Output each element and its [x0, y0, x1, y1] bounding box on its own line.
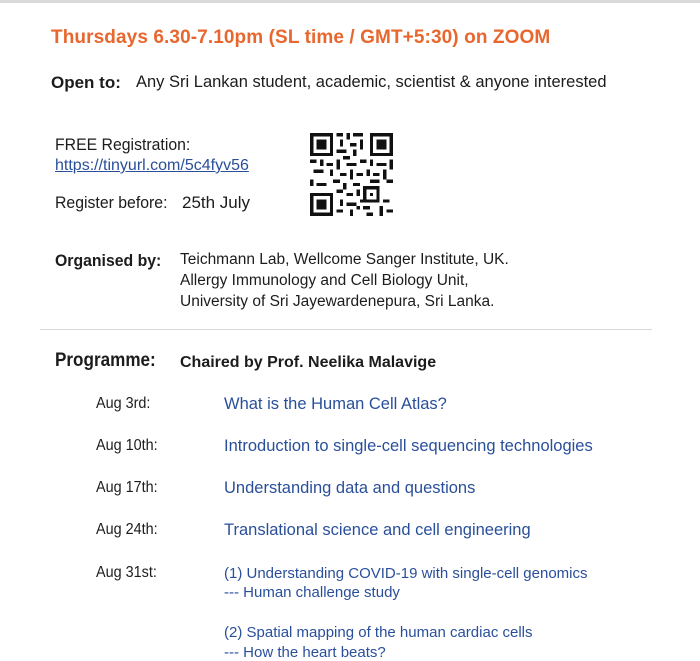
- session-title: Understanding data and questions: [224, 479, 476, 497]
- session-date: Aug 3rd:: [96, 395, 151, 412]
- organiser-line: Teichmann Lab, Wellcome Sanger Institute, UK.: [180, 251, 509, 268]
- section-divider: [40, 329, 652, 330]
- cut-off-header: [0, 0, 700, 8]
- session-date: Aug 24th:: [96, 521, 158, 538]
- session-subtitle: --- Human challenge study: [224, 584, 400, 601]
- organised-by-label: Organised by:: [55, 251, 162, 270]
- session-date: Aug 17th:: [96, 479, 158, 496]
- programme-label: Programme:: [55, 350, 156, 371]
- schedule-text: Thursdays 6.30-7.10pm (SL time / GMT+5:30) on ZOOM: [51, 27, 551, 48]
- session-title: (2) Spatial mapping of the human cardiac cells: [224, 624, 533, 641]
- organiser-line: Allergy Immunology and Cell Biology Unit,: [180, 272, 469, 289]
- session-title: (1) Understanding COVID-19 with single-cell genomics: [224, 565, 588, 582]
- register-before-value: 25th July: [182, 193, 251, 212]
- qr-code-icon[interactable]: [310, 133, 393, 216]
- register-before-label: Register before:: [55, 193, 168, 212]
- session-title: What is the Human Cell Atlas?: [224, 395, 447, 413]
- open-to-value: Any Sri Lankan student, academic, scientist & anyone interested: [136, 73, 607, 91]
- session-date: Aug 31st:: [96, 564, 157, 581]
- session-title: Translational science and cell engineering: [224, 521, 531, 539]
- session-subtitle: --- How the heart beats?: [224, 644, 386, 661]
- session-title: Introduction to single-cell sequencing technologies: [224, 437, 593, 455]
- registration-link[interactable]: https://tinyurl.com/5c4fyv56: [55, 157, 249, 174]
- session-date: Aug 10th:: [96, 437, 158, 454]
- organiser-line: University of Sri Jayewardenepura, Sri Lanka.: [180, 293, 495, 310]
- registration-label: FREE Registration:: [55, 135, 191, 154]
- open-to-label: Open to:: [51, 73, 121, 92]
- programme-chair: Chaired by Prof. Neelika Malavige: [180, 354, 437, 371]
